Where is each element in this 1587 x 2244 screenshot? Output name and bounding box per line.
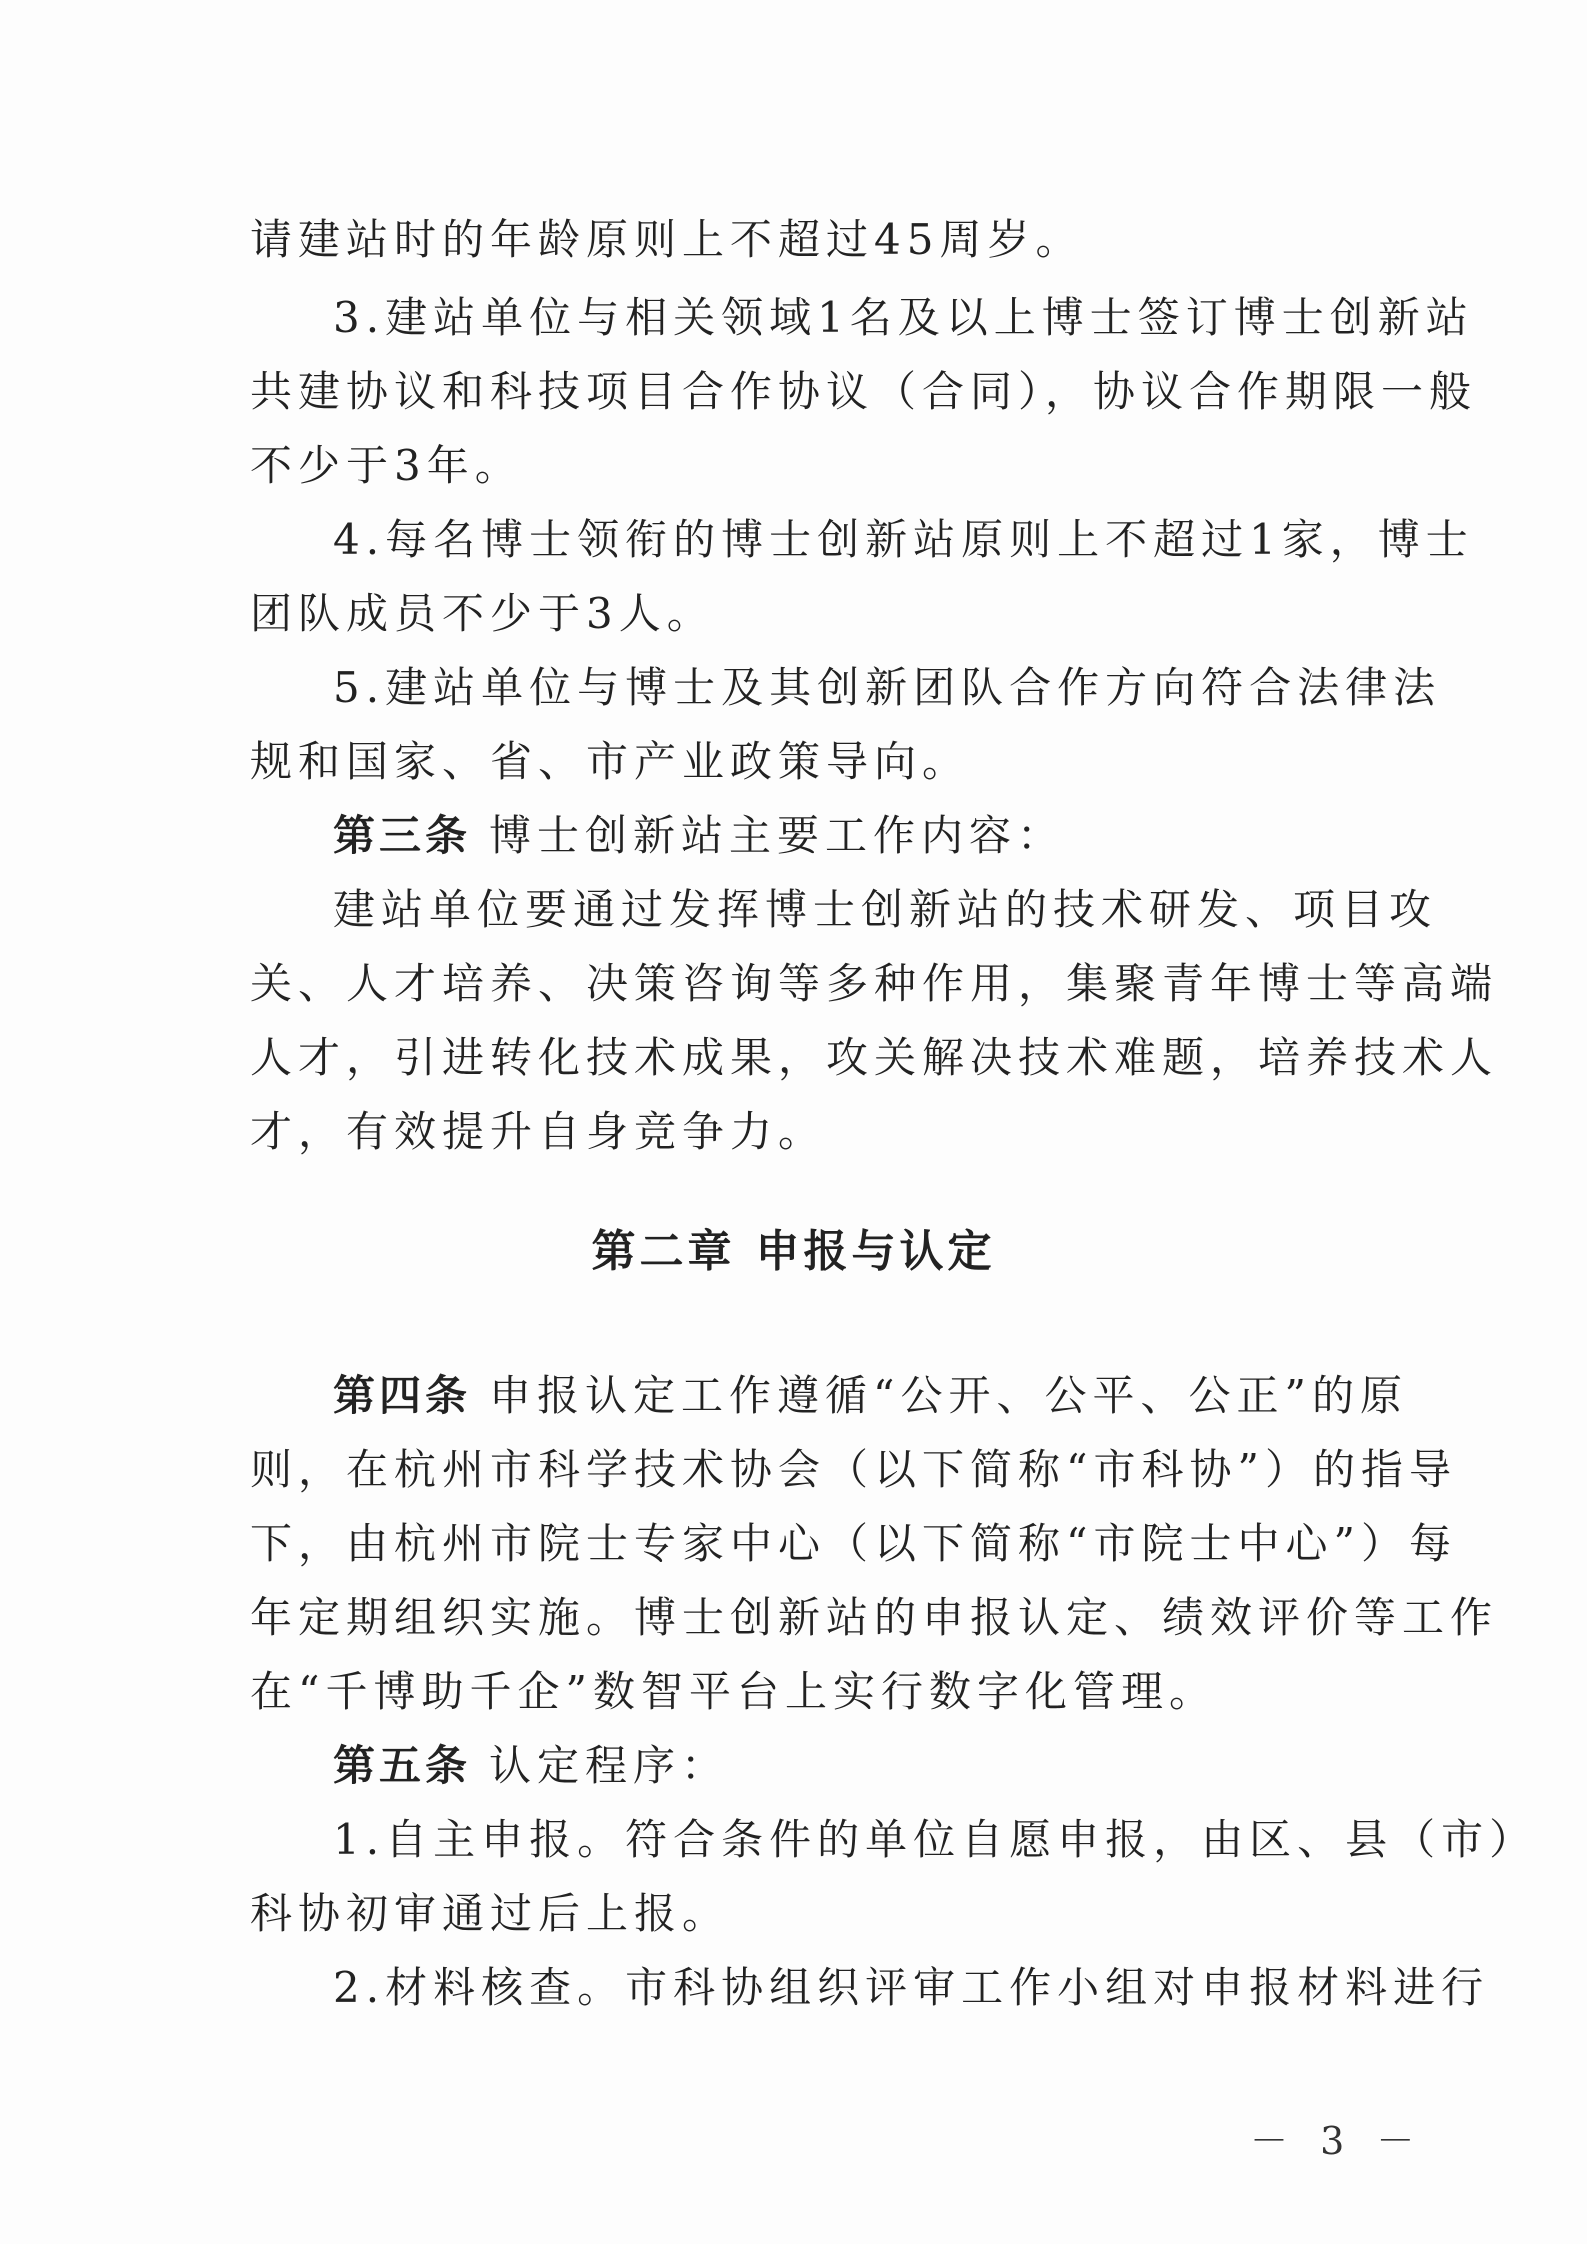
- chapter-title: 申报与认定: [755, 1226, 996, 1277]
- article-four-text: 申报认定工作遵循“公开、公平、公正”的原: [489, 1371, 1408, 1420]
- chapter-number: 第二章: [591, 1226, 736, 1277]
- text-line-18: 在“千博助千企”数智平台上实行数字化管理。: [250, 1667, 1217, 1716]
- article-five-text: 认定程序：: [489, 1741, 730, 1790]
- text-line-6: 团队成员不少于3人。: [250, 589, 715, 638]
- text-line-11: 关、人才培养、决策咨询等多种作用，集聚青年博士等高端: [250, 959, 1499, 1008]
- article-five-label: 第五条: [333, 1741, 472, 1790]
- text-line-20: 1.自主申报。符合条件的单位自愿申报，由区、县（市）: [333, 1815, 1538, 1864]
- text-line-17: 年定期组织实施。博士创新站的申报认定、绩效评价等工作: [250, 1593, 1499, 1642]
- article-three-line: [333, 806, 1360, 866]
- text-line-8: 规和国家、省、市产业政策导向。: [250, 737, 971, 786]
- page-number: － 3 －: [1250, 2119, 1425, 2163]
- article-four-label: 第四条: [333, 1371, 472, 1420]
- text-line-21: 科协初审通过后上报。: [250, 1889, 731, 1938]
- text-line-16: 下，由杭州市院士专家中心（以下简称“市院士中心”）每: [250, 1519, 1457, 1568]
- text-line-22: 2.材料核查。市科协组织评审工作小组对申报材料进行: [333, 1963, 1490, 2012]
- text-line-7: 5.建站单位与博士及其创新团队合作方向符合法律法: [333, 663, 1442, 712]
- text-line-12: 人才，引进转化技术成果，攻关解决技术难题，培养技术人: [250, 1033, 1499, 1082]
- article-three-text: 博士创新站主要工作内容：: [489, 811, 1066, 860]
- text-line-5: 4.每名博士领衔的博士创新站原则上不超过1家，博士: [333, 515, 1474, 564]
- article-five-line: [333, 1736, 1360, 1796]
- article-four-line: [333, 1366, 1408, 1426]
- text-line-4: 不少于3年。: [250, 441, 523, 490]
- text-line-13: 才，有效提升自身竞争力。: [250, 1107, 827, 1156]
- text-line-1: 请建站时的年龄原则上不超过45周岁。: [250, 215, 1084, 264]
- text-line-3: 共建协议和科技项目合作协议（合同），协议合作期限一般: [250, 367, 1478, 416]
- chapter-heading: [0, 1222, 1587, 1282]
- text-line-15: 则，在杭州市科学技术协会（以下简称“市科协”）的指导: [250, 1445, 1457, 1494]
- article-three-label: 第三条: [333, 811, 472, 860]
- text-line-10: 建站单位要通过发挥博士创新站的技术研发、项目攻: [333, 885, 1438, 934]
- text-line-2: 3.建站单位与相关领域1名及以上博士签订博士创新站: [333, 293, 1474, 342]
